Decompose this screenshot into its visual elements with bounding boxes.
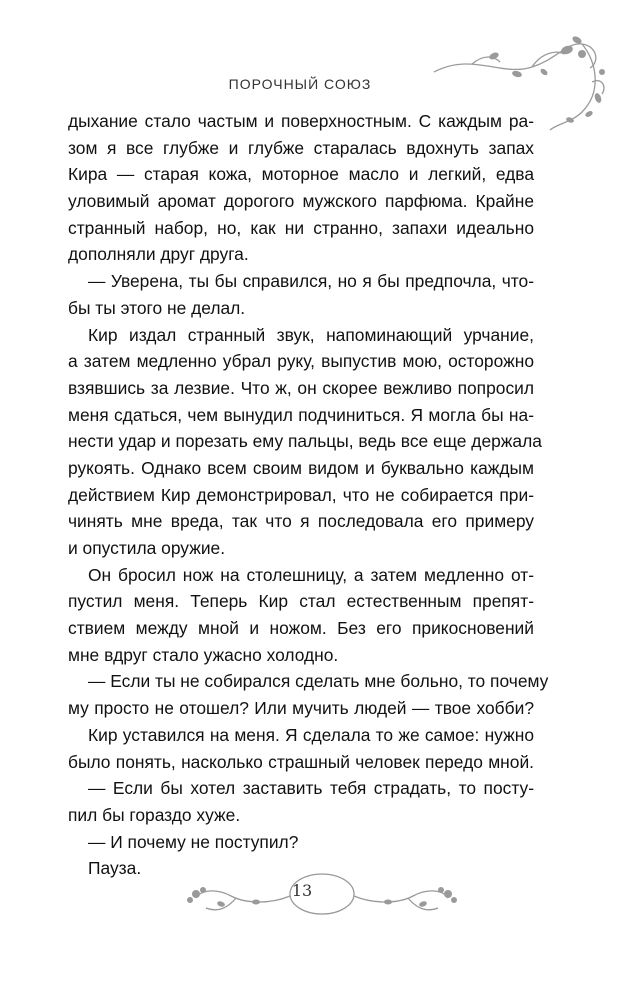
text-line: и опустила оружие. — [68, 538, 226, 558]
body-text — [68, 108, 549, 882]
text-line: пил бы гораздо хуже. — [68, 804, 241, 825]
text-line: Кир издал странный звук, напоминающий урчание, — [88, 324, 534, 345]
text-line: ствием между мной и ножом. Без его прикосновений — [68, 618, 534, 639]
text-line: взявшись за лезвие. Что ж, он скорее вежливо попросил — [68, 377, 534, 398]
text-line: дополняли друг друга. — [68, 244, 249, 265]
text-line: нести удар и порезать ему пальцы, ведь все еще держала — [68, 431, 542, 452]
text-line: — Если бы хотел заставить тебя страдать, то посту- — [88, 778, 534, 799]
text-line: бы ты этого не делал. — [68, 297, 246, 318]
text-line: — Уверена, ты бы справился, но я бы предпочла, что- — [88, 271, 534, 292]
text-line: уловимый аромат дорогого мужского парфюма. Крайне — [68, 191, 534, 212]
text-line: дыхание стало частым и поверхностным. С каждым ра- — [68, 111, 534, 131]
page-number: 13 — [291, 881, 313, 900]
text-line: Пауза. — [88, 858, 142, 879]
text-line: Кир уставился на меня. Я сделала то же самое: нужно — [88, 724, 534, 745]
text-line: рукоять. Однако всем своим видом и буквально каждым — [68, 457, 534, 478]
paragraph-lines — [68, 108, 549, 882]
floral-scroll-ornament-icon — [176, 870, 468, 922]
text-line: мне вдруг стало ужасно холодно. — [68, 644, 339, 665]
text-line: было понять, насколько страшный человек передо мной. — [68, 751, 534, 772]
text-line: меня сдаться, чем вынудил подчиниться. Я могла бы на- — [68, 404, 534, 425]
text-line: странный набор, но, как ни странно, запахи идеально — [68, 217, 534, 238]
text-line: — Если ты не собирался сделать мне больно, то почему — [88, 671, 549, 692]
text-line: а затем медленно убрал руку, выпустив мою, осторожно — [68, 351, 534, 372]
text-line: чинять мне вреда, так что я последовала его примеру — [68, 511, 534, 532]
text-line: пустил меня. Теперь Кир стал естественным препят- — [68, 591, 534, 612]
text-line: му просто не отошел? Или мучить людей — твое хобби? — [68, 698, 534, 719]
text-line: Кира — старая кожа, моторное масло и легкий, едва — [68, 164, 534, 185]
text-line: действием Кир демонстрировал, что не собирается при- — [68, 484, 534, 505]
text-line: Он бросил нож на столешницу, а затем медленно от- — [88, 564, 534, 585]
text-line: зом я все глубже и глубже старалась вдохнуть запах — [68, 137, 534, 158]
text-line: — И почему не поступил? — [88, 831, 299, 852]
running-head: ПОРОЧНЫЙ СОЮЗ — [228, 76, 372, 92]
